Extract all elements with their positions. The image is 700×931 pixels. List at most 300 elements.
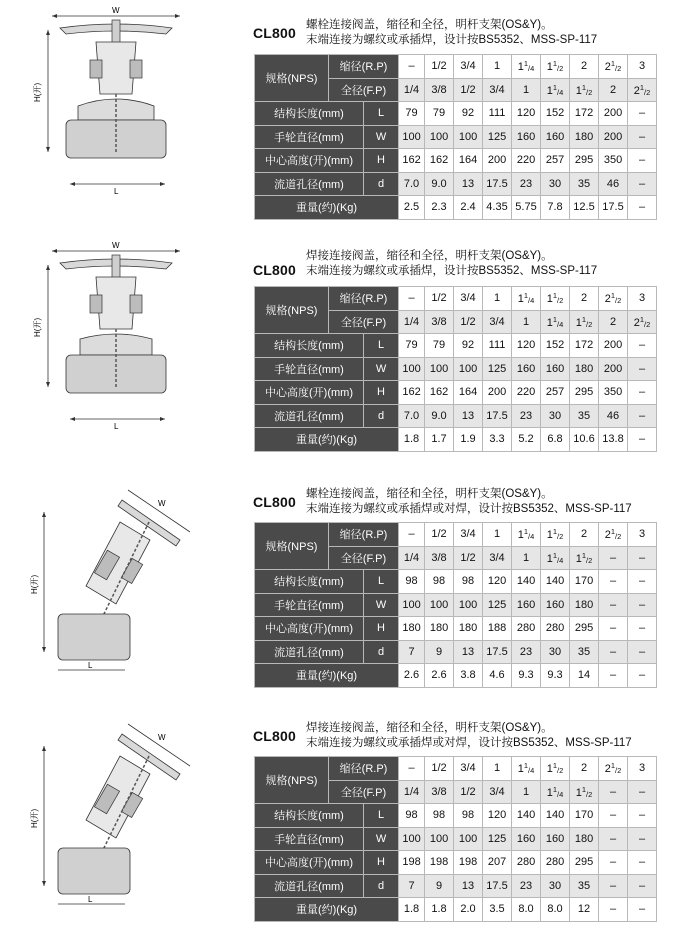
handwheel-symbol: W: [364, 827, 399, 851]
dim-l-label: L: [114, 187, 119, 196]
bore-symbol: d: [364, 640, 399, 664]
bore-cell: 13: [454, 404, 483, 428]
handwheel-cell: 160: [512, 357, 541, 381]
weight-label: 重量(约)(Kg): [255, 898, 399, 922]
height-cell: –: [628, 617, 657, 641]
height-cell: 164: [454, 381, 483, 405]
height-cell: 207: [483, 851, 512, 875]
bore-cell: –: [628, 172, 657, 196]
length-cell: 98: [425, 570, 454, 594]
bore-cell: 7: [399, 874, 425, 898]
handwheel-cell: 160: [541, 827, 570, 851]
dim-w-label: W: [158, 499, 166, 508]
length-cell: –: [599, 804, 628, 828]
handwheel-row: [255, 593, 657, 617]
handwheel-label: 手轮直径(mm): [255, 125, 364, 149]
length-label: 结构长度(mm): [255, 804, 364, 828]
height-symbol: H: [364, 381, 399, 405]
valve-section-2: [0, 237, 700, 462]
reduced-port-cell: 3/4: [454, 55, 483, 79]
reduced-port-cell: 3/4: [454, 523, 483, 547]
height-cell: 200: [483, 149, 512, 173]
length-cell: –: [599, 570, 628, 594]
spec-table: [254, 54, 657, 220]
gate-valve-drawing-bolted: [30, 2, 200, 212]
pressure-class: CL800: [253, 262, 297, 278]
height-cell: 257: [541, 381, 570, 405]
handwheel-cell: 100: [399, 593, 425, 617]
reduced-port-label: 缩径(R.P): [329, 287, 399, 311]
handwheel-label: 手轮直径(mm): [255, 357, 364, 381]
handwheel-row: [255, 125, 657, 149]
description-line-1: 螺栓连接阀盖，缩径和全径，明杆支架(OS&Y)。: [306, 19, 553, 31]
weight-row: [255, 196, 657, 220]
full-port-cell: 2: [599, 78, 628, 102]
weight-cell: –: [628, 428, 657, 452]
weight-label: 重量(约)(Kg): [255, 196, 399, 220]
full-port-cell: 3/4: [483, 780, 512, 804]
bore-symbol: d: [364, 404, 399, 428]
height-cell: –: [628, 851, 657, 875]
handwheel-cell: 125: [483, 593, 512, 617]
weight-row: [255, 898, 657, 922]
weight-cell: 5.2: [512, 428, 541, 452]
valve-section-4: [0, 716, 700, 931]
height-cell: –: [599, 851, 628, 875]
full-port-cell: 1/2: [454, 78, 483, 102]
handwheel-cell: 160: [512, 125, 541, 149]
length-label: 结构长度(mm): [255, 570, 364, 594]
handwheel-symbol: W: [364, 125, 399, 149]
length-symbol: L: [364, 102, 399, 126]
handwheel-cell: 100: [425, 593, 454, 617]
handwheel-cell: 100: [399, 827, 425, 851]
weight-cell: 12.5: [570, 196, 599, 220]
full-port-cell: 3/4: [483, 546, 512, 570]
full-port-cell: 3/8: [425, 310, 454, 334]
length-symbol: L: [364, 570, 399, 594]
reduced-port-cell: 1: [483, 523, 512, 547]
reduced-port-cell: 3: [628, 523, 657, 547]
length-cell: 172: [570, 102, 599, 126]
height-cell: –: [628, 149, 657, 173]
reduced-port-cell: $2^1/2$: [599, 55, 628, 79]
weight-cell: 2.3: [425, 196, 454, 220]
bore-cell: 46: [599, 172, 628, 196]
weight-cell: –: [628, 664, 657, 688]
reduced-port-cell: 1: [483, 757, 512, 781]
height-cell: 257: [541, 149, 570, 173]
gate-valve-drawing-welded: [30, 237, 200, 447]
length-cell: 98: [399, 570, 425, 594]
bore-cell: 9: [425, 640, 454, 664]
full-port-cell: –: [599, 780, 628, 804]
handwheel-cell: 100: [399, 125, 425, 149]
full-port-cell: 1: [512, 78, 541, 102]
full-port-cell: –: [628, 780, 657, 804]
length-cell: –: [628, 804, 657, 828]
length-cell: 140: [541, 570, 570, 594]
full-port-cell: –: [599, 546, 628, 570]
length-symbol: L: [364, 334, 399, 358]
handwheel-label: 手轮直径(mm): [255, 593, 364, 617]
height-cell: –: [628, 381, 657, 405]
reduced-port-cell: 1/2: [425, 287, 454, 311]
reduced-port-label: 缩径(R.P): [329, 55, 399, 79]
height-cell: 350: [599, 149, 628, 173]
full-port-label: 全径(F.P): [329, 780, 399, 804]
length-cell: 98: [399, 804, 425, 828]
reduced-port-cell: $2^1/2$: [599, 523, 628, 547]
height-cell: 280: [541, 617, 570, 641]
length-cell: 98: [454, 804, 483, 828]
weight-cell: 2.4: [454, 196, 483, 220]
height-cell: 198: [399, 851, 425, 875]
bore-cell: 7.0: [399, 404, 425, 428]
reduced-port-cell: 3/4: [454, 757, 483, 781]
full-port-cell: $2^1/2$: [628, 78, 657, 102]
full-port-cell: $1^1/4$: [541, 78, 570, 102]
handwheel-row: [255, 357, 657, 381]
length-cell: 79: [399, 102, 425, 126]
weight-cell: 17.5: [599, 196, 628, 220]
handwheel-cell: 100: [454, 125, 483, 149]
reduced-port-row: [255, 287, 657, 311]
full-port-label: 全径(F.P): [329, 546, 399, 570]
handwheel-symbol: W: [364, 357, 399, 381]
full-port-cell: 1/2: [454, 780, 483, 804]
description-line-2: 末端连接为螺纹或承插焊，设计按BS5352、MSS-SP-117: [306, 265, 598, 277]
y-globe-valve-drawing-welded: [30, 716, 200, 926]
length-cell: 152: [541, 334, 570, 358]
bore-cell: –: [599, 640, 628, 664]
weight-cell: 3.5: [483, 898, 512, 922]
height-cell: 295: [570, 851, 599, 875]
weight-cell: 12: [570, 898, 599, 922]
weight-cell: 4.6: [483, 664, 512, 688]
handwheel-cell: 180: [570, 827, 599, 851]
height-cell: 162: [399, 149, 425, 173]
dim-w-label: W: [112, 6, 120, 15]
weight-cell: 1.8: [399, 898, 425, 922]
height-cell: 220: [512, 149, 541, 173]
reduced-port-row: [255, 55, 657, 79]
weight-cell: 1.8: [425, 898, 454, 922]
handwheel-cell: 180: [570, 125, 599, 149]
valve-section-3: [0, 482, 700, 707]
weight-cell: 2.6: [425, 664, 454, 688]
reduced-port-cell: –: [399, 287, 425, 311]
handwheel-cell: 100: [454, 827, 483, 851]
height-cell: 198: [454, 851, 483, 875]
bore-label: 流道孔径(mm): [255, 404, 364, 428]
full-port-cell: $1^1/4$: [541, 780, 570, 804]
bore-symbol: d: [364, 874, 399, 898]
full-port-cell: $1^1/4$: [541, 546, 570, 570]
bore-cell: 9.0: [425, 172, 454, 196]
bore-cell: 30: [541, 172, 570, 196]
length-label: 结构长度(mm): [255, 334, 364, 358]
length-cell: 200: [599, 334, 628, 358]
bore-row: [255, 640, 657, 664]
reduced-port-cell: $1^1/2$: [541, 287, 570, 311]
weight-cell: –: [599, 898, 628, 922]
reduced-port-cell: 3: [628, 287, 657, 311]
reduced-port-cell: $1^1/2$: [541, 523, 570, 547]
full-port-cell: 3/8: [425, 78, 454, 102]
height-row: [255, 851, 657, 875]
bore-cell: 7.0: [399, 172, 425, 196]
length-cell: 79: [425, 334, 454, 358]
pressure-class: CL800: [253, 728, 297, 744]
handwheel-cell: 125: [483, 125, 512, 149]
height-cell: 188: [483, 617, 512, 641]
weight-cell: –: [628, 196, 657, 220]
bore-row: [255, 172, 657, 196]
full-port-cell: 1/4: [399, 78, 425, 102]
bore-label: 流道孔径(mm): [255, 640, 364, 664]
pressure-class: CL800: [253, 494, 297, 510]
bore-label: 流道孔径(mm): [255, 874, 364, 898]
reduced-port-cell: $2^1/2$: [599, 757, 628, 781]
description-line-1: 焊接连接阀盖，缩径和全径，明杆支架(OS&Y)。: [306, 722, 553, 734]
full-port-cell: 3/8: [425, 780, 454, 804]
weight-label: 重量(约)(Kg): [255, 428, 399, 452]
weight-cell: 8.0: [512, 898, 541, 922]
reduced-port-cell: 2: [570, 287, 599, 311]
description-line-2: 末端连接为螺纹或承插焊或对焊，设计按BS5352、MSS-SP-117: [306, 503, 632, 515]
bore-cell: 17.5: [483, 640, 512, 664]
full-port-label: 全径(F.P): [329, 78, 399, 102]
full-port-cell: 1/4: [399, 546, 425, 570]
length-cell: –: [628, 334, 657, 358]
handwheel-cell: 100: [454, 593, 483, 617]
handwheel-cell: 125: [483, 357, 512, 381]
reduced-port-cell: –: [399, 523, 425, 547]
reduced-port-cell: 2: [570, 523, 599, 547]
dim-w-label: W: [112, 241, 120, 250]
weight-cell: 6.8: [541, 428, 570, 452]
length-row: [255, 570, 657, 594]
height-label: 中心高度(开)(mm): [255, 149, 364, 173]
reduced-port-cell: $1^1/4$: [512, 55, 541, 79]
reduced-port-label: 缩径(R.P): [329, 523, 399, 547]
bore-cell: 17.5: [483, 874, 512, 898]
valve-section-1: [0, 0, 700, 225]
length-row: [255, 334, 657, 358]
height-cell: 200: [483, 381, 512, 405]
height-row: [255, 617, 657, 641]
reduced-port-cell: 1: [483, 287, 512, 311]
bore-cell: 13: [454, 640, 483, 664]
handwheel-row: [255, 827, 657, 851]
bore-cell: –: [599, 874, 628, 898]
reduced-port-cell: $1^1/2$: [541, 55, 570, 79]
spec-table: [254, 756, 657, 922]
dim-h-label: H(开): [30, 574, 39, 594]
reduced-port-cell: 1/2: [425, 757, 454, 781]
handwheel-cell: 100: [454, 357, 483, 381]
bore-cell: 30: [541, 874, 570, 898]
handwheel-cell: 180: [570, 357, 599, 381]
handwheel-cell: 180: [570, 593, 599, 617]
reduced-port-cell: 3/4: [454, 287, 483, 311]
length-cell: 170: [570, 804, 599, 828]
bore-cell: 17.5: [483, 404, 512, 428]
size-label: 规格(NPS): [255, 55, 329, 102]
reduced-port-label: 缩径(R.P): [329, 757, 399, 781]
dim-h-label: H(开): [33, 317, 42, 337]
full-port-cell: 1: [512, 546, 541, 570]
full-port-cell: 2: [599, 310, 628, 334]
bore-cell: –: [628, 640, 657, 664]
full-port-cell: 1/4: [399, 780, 425, 804]
height-label: 中心高度(开)(mm): [255, 617, 364, 641]
weight-cell: 2.6: [399, 664, 425, 688]
y-globe-valve-drawing-bolted: [30, 482, 200, 692]
length-cell: 120: [483, 570, 512, 594]
reduced-port-cell: 3: [628, 55, 657, 79]
full-port-cell: $1^1/4$: [541, 310, 570, 334]
spec-table: [254, 286, 657, 452]
weight-cell: 1.8: [399, 428, 425, 452]
weight-cell: 2.5: [399, 196, 425, 220]
length-cell: 111: [483, 334, 512, 358]
height-cell: 295: [570, 617, 599, 641]
bore-cell: 30: [541, 640, 570, 664]
full-port-label: 全径(F.P): [329, 310, 399, 334]
height-cell: 180: [425, 617, 454, 641]
weight-cell: 1.9: [454, 428, 483, 452]
full-port-cell: $1^1/2$: [570, 546, 599, 570]
height-cell: 350: [599, 381, 628, 405]
reduced-port-cell: 1/2: [425, 55, 454, 79]
dim-w-label: W: [158, 733, 166, 742]
bore-cell: 23: [512, 640, 541, 664]
reduced-port-cell: $2^1/2$: [599, 287, 628, 311]
spec-table: [254, 522, 657, 688]
handwheel-cell: 200: [599, 357, 628, 381]
weight-row: [255, 664, 657, 688]
reduced-port-cell: $1^1/4$: [512, 757, 541, 781]
full-port-cell: $1^1/2$: [570, 310, 599, 334]
height-cell: 295: [570, 381, 599, 405]
weight-cell: 5.75: [512, 196, 541, 220]
length-cell: 111: [483, 102, 512, 126]
handwheel-cell: 100: [425, 357, 454, 381]
weight-cell: 13.8: [599, 428, 628, 452]
full-port-cell: $2^1/2$: [628, 310, 657, 334]
length-cell: 172: [570, 334, 599, 358]
dim-l-label: L: [114, 422, 119, 431]
height-cell: 280: [512, 617, 541, 641]
full-port-cell: 3/8: [425, 546, 454, 570]
full-port-cell: 1: [512, 780, 541, 804]
length-cell: 120: [483, 804, 512, 828]
length-cell: 79: [399, 334, 425, 358]
height-cell: 280: [512, 851, 541, 875]
length-cell: 92: [454, 102, 483, 126]
weight-row: [255, 428, 657, 452]
length-symbol: L: [364, 804, 399, 828]
reduced-port-cell: 2: [570, 55, 599, 79]
full-port-cell: $1^1/2$: [570, 780, 599, 804]
size-label: 规格(NPS): [255, 757, 329, 804]
handwheel-symbol: W: [364, 593, 399, 617]
dim-h-label: H(开): [33, 82, 42, 102]
reduced-port-row: [255, 523, 657, 547]
handwheel-cell: 160: [541, 125, 570, 149]
length-row: [255, 102, 657, 126]
reduced-port-cell: $1^1/2$: [541, 757, 570, 781]
weight-cell: 10.6: [570, 428, 599, 452]
height-symbol: H: [364, 851, 399, 875]
handwheel-cell: 160: [512, 827, 541, 851]
bore-row: [255, 874, 657, 898]
height-cell: 162: [425, 381, 454, 405]
handwheel-cell: –: [599, 827, 628, 851]
bore-cell: 7: [399, 640, 425, 664]
description-line-1: 螺栓连接阀盖，缩径和全径，明杆支架(OS&Y)。: [306, 488, 553, 500]
weight-cell: 2.0: [454, 898, 483, 922]
handwheel-label: 手轮直径(mm): [255, 827, 364, 851]
length-cell: –: [628, 102, 657, 126]
bore-symbol: d: [364, 172, 399, 196]
reduced-port-cell: 1: [483, 55, 512, 79]
full-port-cell: –: [628, 546, 657, 570]
handwheel-cell: 200: [599, 125, 628, 149]
dim-l-label: L: [88, 661, 93, 670]
bore-cell: 23: [512, 172, 541, 196]
height-cell: 220: [512, 381, 541, 405]
bore-cell: 23: [512, 874, 541, 898]
handwheel-cell: 125: [483, 827, 512, 851]
size-label: 规格(NPS): [255, 287, 329, 334]
full-port-cell: 1/2: [454, 310, 483, 334]
height-row: [255, 149, 657, 173]
bore-cell: 13: [454, 874, 483, 898]
handwheel-cell: 100: [425, 827, 454, 851]
reduced-port-cell: 2: [570, 757, 599, 781]
size-label: 规格(NPS): [255, 523, 329, 570]
weight-cell: –: [599, 664, 628, 688]
height-symbol: H: [364, 149, 399, 173]
height-label: 中心高度(开)(mm): [255, 381, 364, 405]
bore-cell: 9: [425, 874, 454, 898]
bore-cell: –: [628, 874, 657, 898]
full-port-cell: 1/4: [399, 310, 425, 334]
handwheel-cell: –: [628, 593, 657, 617]
reduced-port-cell: $1^1/4$: [512, 287, 541, 311]
full-port-cell: 3/4: [483, 78, 512, 102]
bore-row: [255, 404, 657, 428]
length-cell: 140: [512, 804, 541, 828]
height-cell: 198: [425, 851, 454, 875]
description-line-2: 末端连接为螺纹或承插焊或对焊，设计按BS5352、MSS-SP-117: [306, 737, 632, 749]
weight-cell: 3.8: [454, 664, 483, 688]
length-cell: 79: [425, 102, 454, 126]
weight-cell: 4.35: [483, 196, 512, 220]
handwheel-cell: –: [599, 593, 628, 617]
bore-cell: 35: [570, 404, 599, 428]
handwheel-cell: –: [628, 125, 657, 149]
length-cell: 98: [425, 804, 454, 828]
bore-label: 流道孔径(mm): [255, 172, 364, 196]
length-label: 结构长度(mm): [255, 102, 364, 126]
height-cell: –: [599, 617, 628, 641]
length-cell: 98: [454, 570, 483, 594]
bore-cell: 17.5: [483, 172, 512, 196]
